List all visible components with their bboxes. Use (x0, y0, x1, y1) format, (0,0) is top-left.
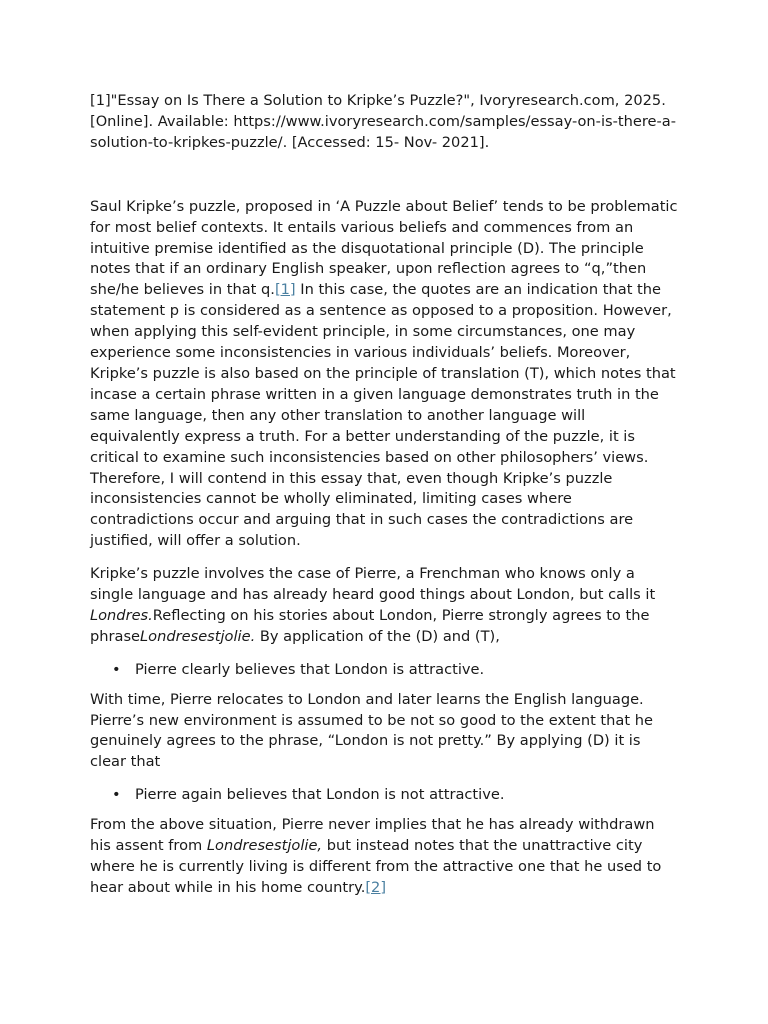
reference-citation: [1]"Essay on Is There a Solution to Kripke’s Puzzle?", Ivoryresearch.com, 2025. [Online]. Available: https://www.ivoryresearch.com/samples/essay-on-is-there-a-solution-to-kripkes-puzzle/. [Accessed: 15- Nov- 2021]. (90, 92, 676, 151)
paragraph-text: From the above situation, Pierre never implies that he has already withdrawn his assent from (90, 816, 655, 855)
list-item (90, 660, 678, 681)
document-page (90, 91, 678, 911)
bullet-marker: • (112, 660, 121, 678)
paragraph-introduction (90, 197, 678, 552)
list-item-text: Pierre again believes that London is not attractive. (135, 786, 505, 804)
paragraph-text: By application of the (D) and (T), (255, 627, 500, 645)
footnote-link-1[interactable]: [1] (274, 281, 296, 299)
list-item (90, 785, 678, 806)
italic-term-londres: Londres. (90, 606, 153, 624)
paragraph-text: but instead notes that the unattractive city where he is currently living is different from the attractive one that he used to hear about while in his home country. (90, 837, 662, 896)
paragraph-text: In this case, the quotes are an indication that the statement p is considered as a sentence as opposed to a proposition. However, when applying this self-evident principle, in some circumstances, one may experience some inconsistencies in various individuals’ beliefs. Moreover, Kripke’s puzzle is also based on the principle of translation (T), which notes that incase a certain phrase written in a given language demonstrates truth in the same language, then any other translation to another language will equivalently express a truth. For a better understanding of the puzzle, it is critical to examine such inconsistencies based on other philosophers’ views. Therefore, I will contend in this essay that, even though Kripke’s puzzle inconsistencies cannot be wholly eliminated, limiting cases where contradictions occur and arguing that in such cases the contradictions are justified, will offer a solution. (90, 281, 676, 550)
paragraph-pierre-case (90, 564, 678, 648)
paragraph-text: Kripke’s puzzle involves the case of Pierre, a Frenchman who knows only a single language and has already heard good things about London, but calls it (90, 565, 656, 604)
footnote-link-2[interactable]: [2] (365, 878, 387, 896)
bullet-list (90, 660, 678, 681)
paragraph-text: Saul Kripke’s puzzle, proposed in ‘A Puzzle about Belief’ tends to be problematic for most belief contexts. It entails various beliefs and commences from an intuitive premise identified as the disquotational principle (D). The principle notes that if an ordinary English speaker, upon reflection agrees to “q,”then she/he believes in that q. (90, 197, 678, 299)
list-item-text: Pierre clearly believes that London is attractive. (135, 660, 485, 678)
paragraph-relocation: With time, Pierre relocates to London and later learns the English language. Pierre’s new environment is assumed to be not so good to the extent that he genuinely agrees to the phrase, “London is not pretty.” By applying (D) it is clear that (90, 690, 653, 771)
bullet-marker: • (112, 786, 121, 804)
bullet-list (90, 785, 678, 806)
paragraph-conclusion (90, 815, 678, 899)
italic-term-londresestjolie: Londresestjolie, (206, 837, 323, 855)
italic-term-londresestjolie: Londresestjolie. (140, 627, 256, 645)
paragraph-text: Reflecting on his stories about London, Pierre strongly agrees to the phrase (90, 606, 650, 645)
